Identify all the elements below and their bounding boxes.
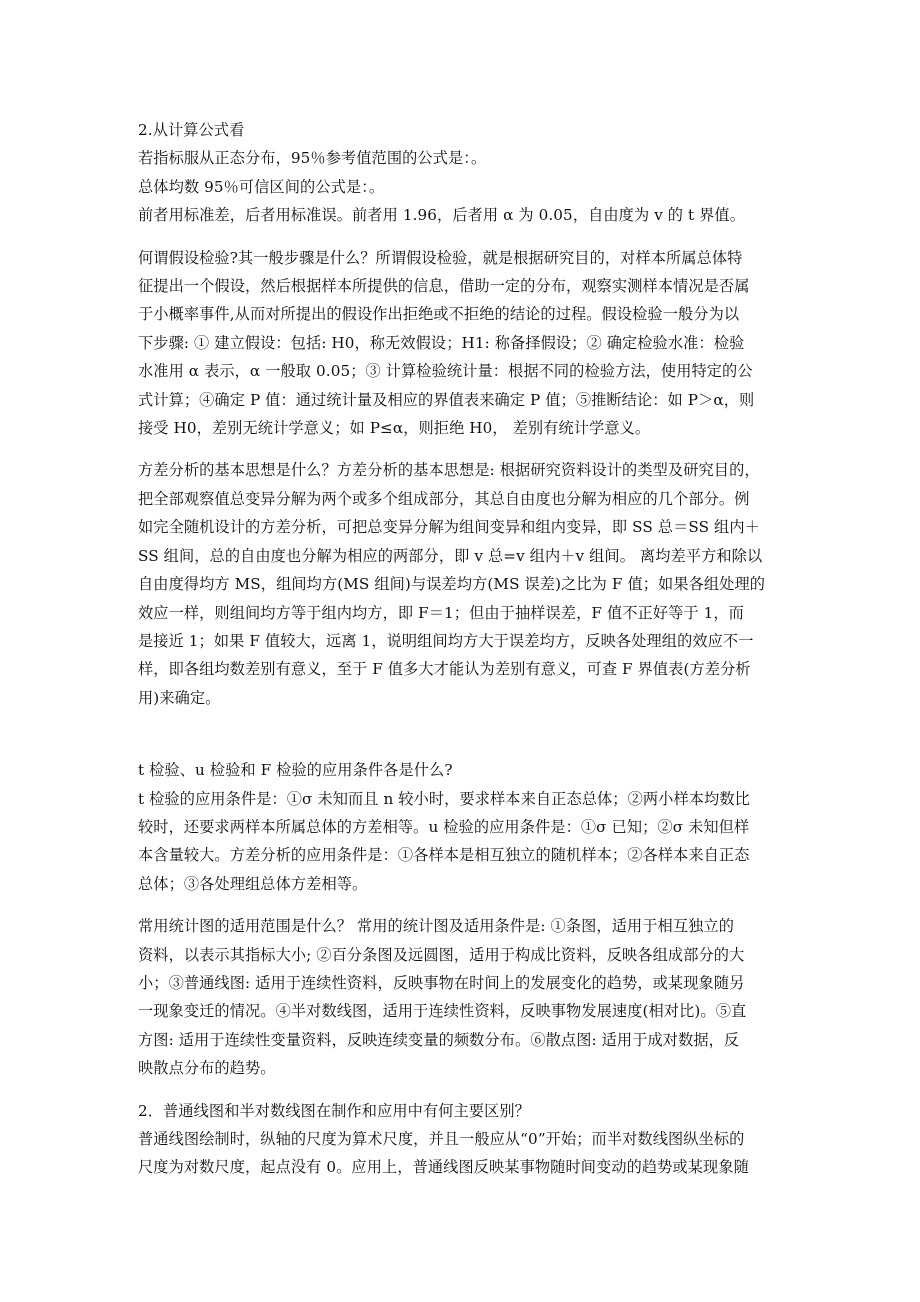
- text-line: 资料，以表示其指标大小; ②百分条图及远圆图，适用于构成比资料，反映各组成部分的大: [138, 945, 745, 964]
- paragraph-hypothesis-test: [138, 244, 788, 443]
- paragraph-line-chart-diff: [138, 1097, 788, 1182]
- text-line: 接受 H0，差别无统计学意义；如 P≤α，则拒绝 H0， 差别有统计学意义。: [138, 419, 651, 438]
- paragraph-chart-types: [138, 912, 788, 1082]
- text-line: 如完全随机设计的方差分析，可把总变异分解为组间变异和组内变异，即 SS 总＝SS 组内＋: [138, 518, 760, 537]
- text-line: 方图: 适用于连续性变量资料，反映连续变量的频数分布。⑥散点图: 适用于成对数据，反: [138, 1030, 740, 1049]
- text-line: 何谓假设检验?其一般步骤是什么？所谓假设检验，就是根据研究目的，对样本所属总体特: [138, 248, 743, 267]
- text-line: 效应一样，则组间均方等于组内均方，即 F＝1；但由于抽样误差，F 值不正好等于 1，而: [138, 603, 744, 622]
- text-line: 征提出一个假设，然后根据样本所提供的信息，借助一定的分布，观察实测样本情况是否属: [138, 277, 750, 296]
- text-line: 自由度得均方 MS，组间均方(MS 组间)与误差均方(MS 误差)之比为 F 值；如果各组处理的: [138, 575, 766, 594]
- text-line: 普通线图绘制时，纵轴的尺度为算术尺度，并且一般应从“0”开始；而半对数线图纵坐标的: [138, 1130, 745, 1148]
- text-line: 把全部观察值总变异分解为两个或多个组成部分，其总自由度也分解为相应的几个部分。例: [138, 489, 750, 508]
- text-line: 映散点分布的趋势。: [138, 1059, 276, 1078]
- text-line: 总体均数 95％可信区间的公式是：。: [138, 177, 385, 196]
- section-heading: 2．普通线图和半对数线图在制作和应用中有何主要区别？: [138, 1101, 530, 1120]
- text-line: 总体；③各处理组总体方差相等。: [138, 874, 368, 893]
- text-line: 前者用标准差，后者用标准误。前者用 1.96，后者用 α 为 0.05，自由度为 v 的 t 界值。: [138, 206, 746, 225]
- text-line: 常用统计图的适用范围是什么？ 常用的统计图及适用条件是: ①条图，适用于相互独立的: [138, 917, 734, 936]
- paragraph-formula: [138, 116, 788, 230]
- text-line: 式计算；④确定 P 值：通过统计量及相应的界值表来确定 P 值；⑤推断结论：如 P＞α，则: [138, 390, 755, 409]
- text-line: 用)来确定。: [138, 688, 221, 707]
- text-line: 较时，还要求两样本所属总体的方差相等。u 检验的应用条件是：①σ 已知；②σ 未知但样: [138, 817, 750, 836]
- text-line: 水准用 α 表示，α 一般取 0.05；③ 计算检验统计量：根据不同的检验方法，使用特定的公: [138, 362, 753, 381]
- text-line: 一现象变迁的情况。④半对数线图，适用于连续性资料，反映事物发展速度(相对比)。⑤直: [138, 1002, 747, 1021]
- text-line: 本含量较大。方差分析的应用条件是：①各样本是相互独立的随机样本；②各样本来自正态: [138, 846, 750, 865]
- text-line: SS 组间，总的自由度也分解为相应的两部分，即 v 总=v 组内＋v 组间。 离均差平方和除以: [138, 546, 763, 565]
- text-line: 样，即各组均数差别有意义，至于 F 值多大才能认为差别有意义，可查 F 界值表(方差分析: [138, 660, 751, 679]
- section-heading: t 检验、u 检验和 F 检验的应用条件各是什么?: [138, 761, 453, 780]
- text-line: 若指标服从正态分布，95％参考值范围的公式是：。: [138, 149, 487, 168]
- text-line: 尺度为对数尺度，起点没有 0。应用上，普通线图反映某事物随时间变动的趋势或某现象随: [138, 1158, 749, 1177]
- paragraph-test-conditions: [138, 756, 788, 898]
- document-body: [138, 116, 788, 1182]
- section-heading: 2.从计算公式看: [138, 121, 245, 139]
- text-line: 小；③普通线图: 适用于连续性资料，反映事物在时间上的发展变化的趋势，或某现象随另: [138, 973, 745, 992]
- text-line: 是接近 1；如果 F 值较大，远离 1，说明组间均方大于误差均方，反映各处理组的效应不一: [138, 631, 754, 650]
- paragraph-anova: [138, 456, 788, 712]
- text-line: 下步骤: ① 建立假设：包括: H0，称无效假设；H1: 称备择假设；② 确定检验水准：检验: [138, 333, 745, 352]
- text-line: 方差分析的基本思想是什么？方差分析的基本思想是: 根据研究资料设计的类型及研究目的，: [138, 461, 760, 480]
- text-line: 于小概率事件,从而对所提出的假设作出拒绝或不拒绝的结论的过程。假设检验一般分为以: [138, 305, 740, 324]
- text-line: t 检验的应用条件是：①σ 未知而且 n 较小时，要求样本来自正态总体；②两小样本均数比: [138, 789, 750, 808]
